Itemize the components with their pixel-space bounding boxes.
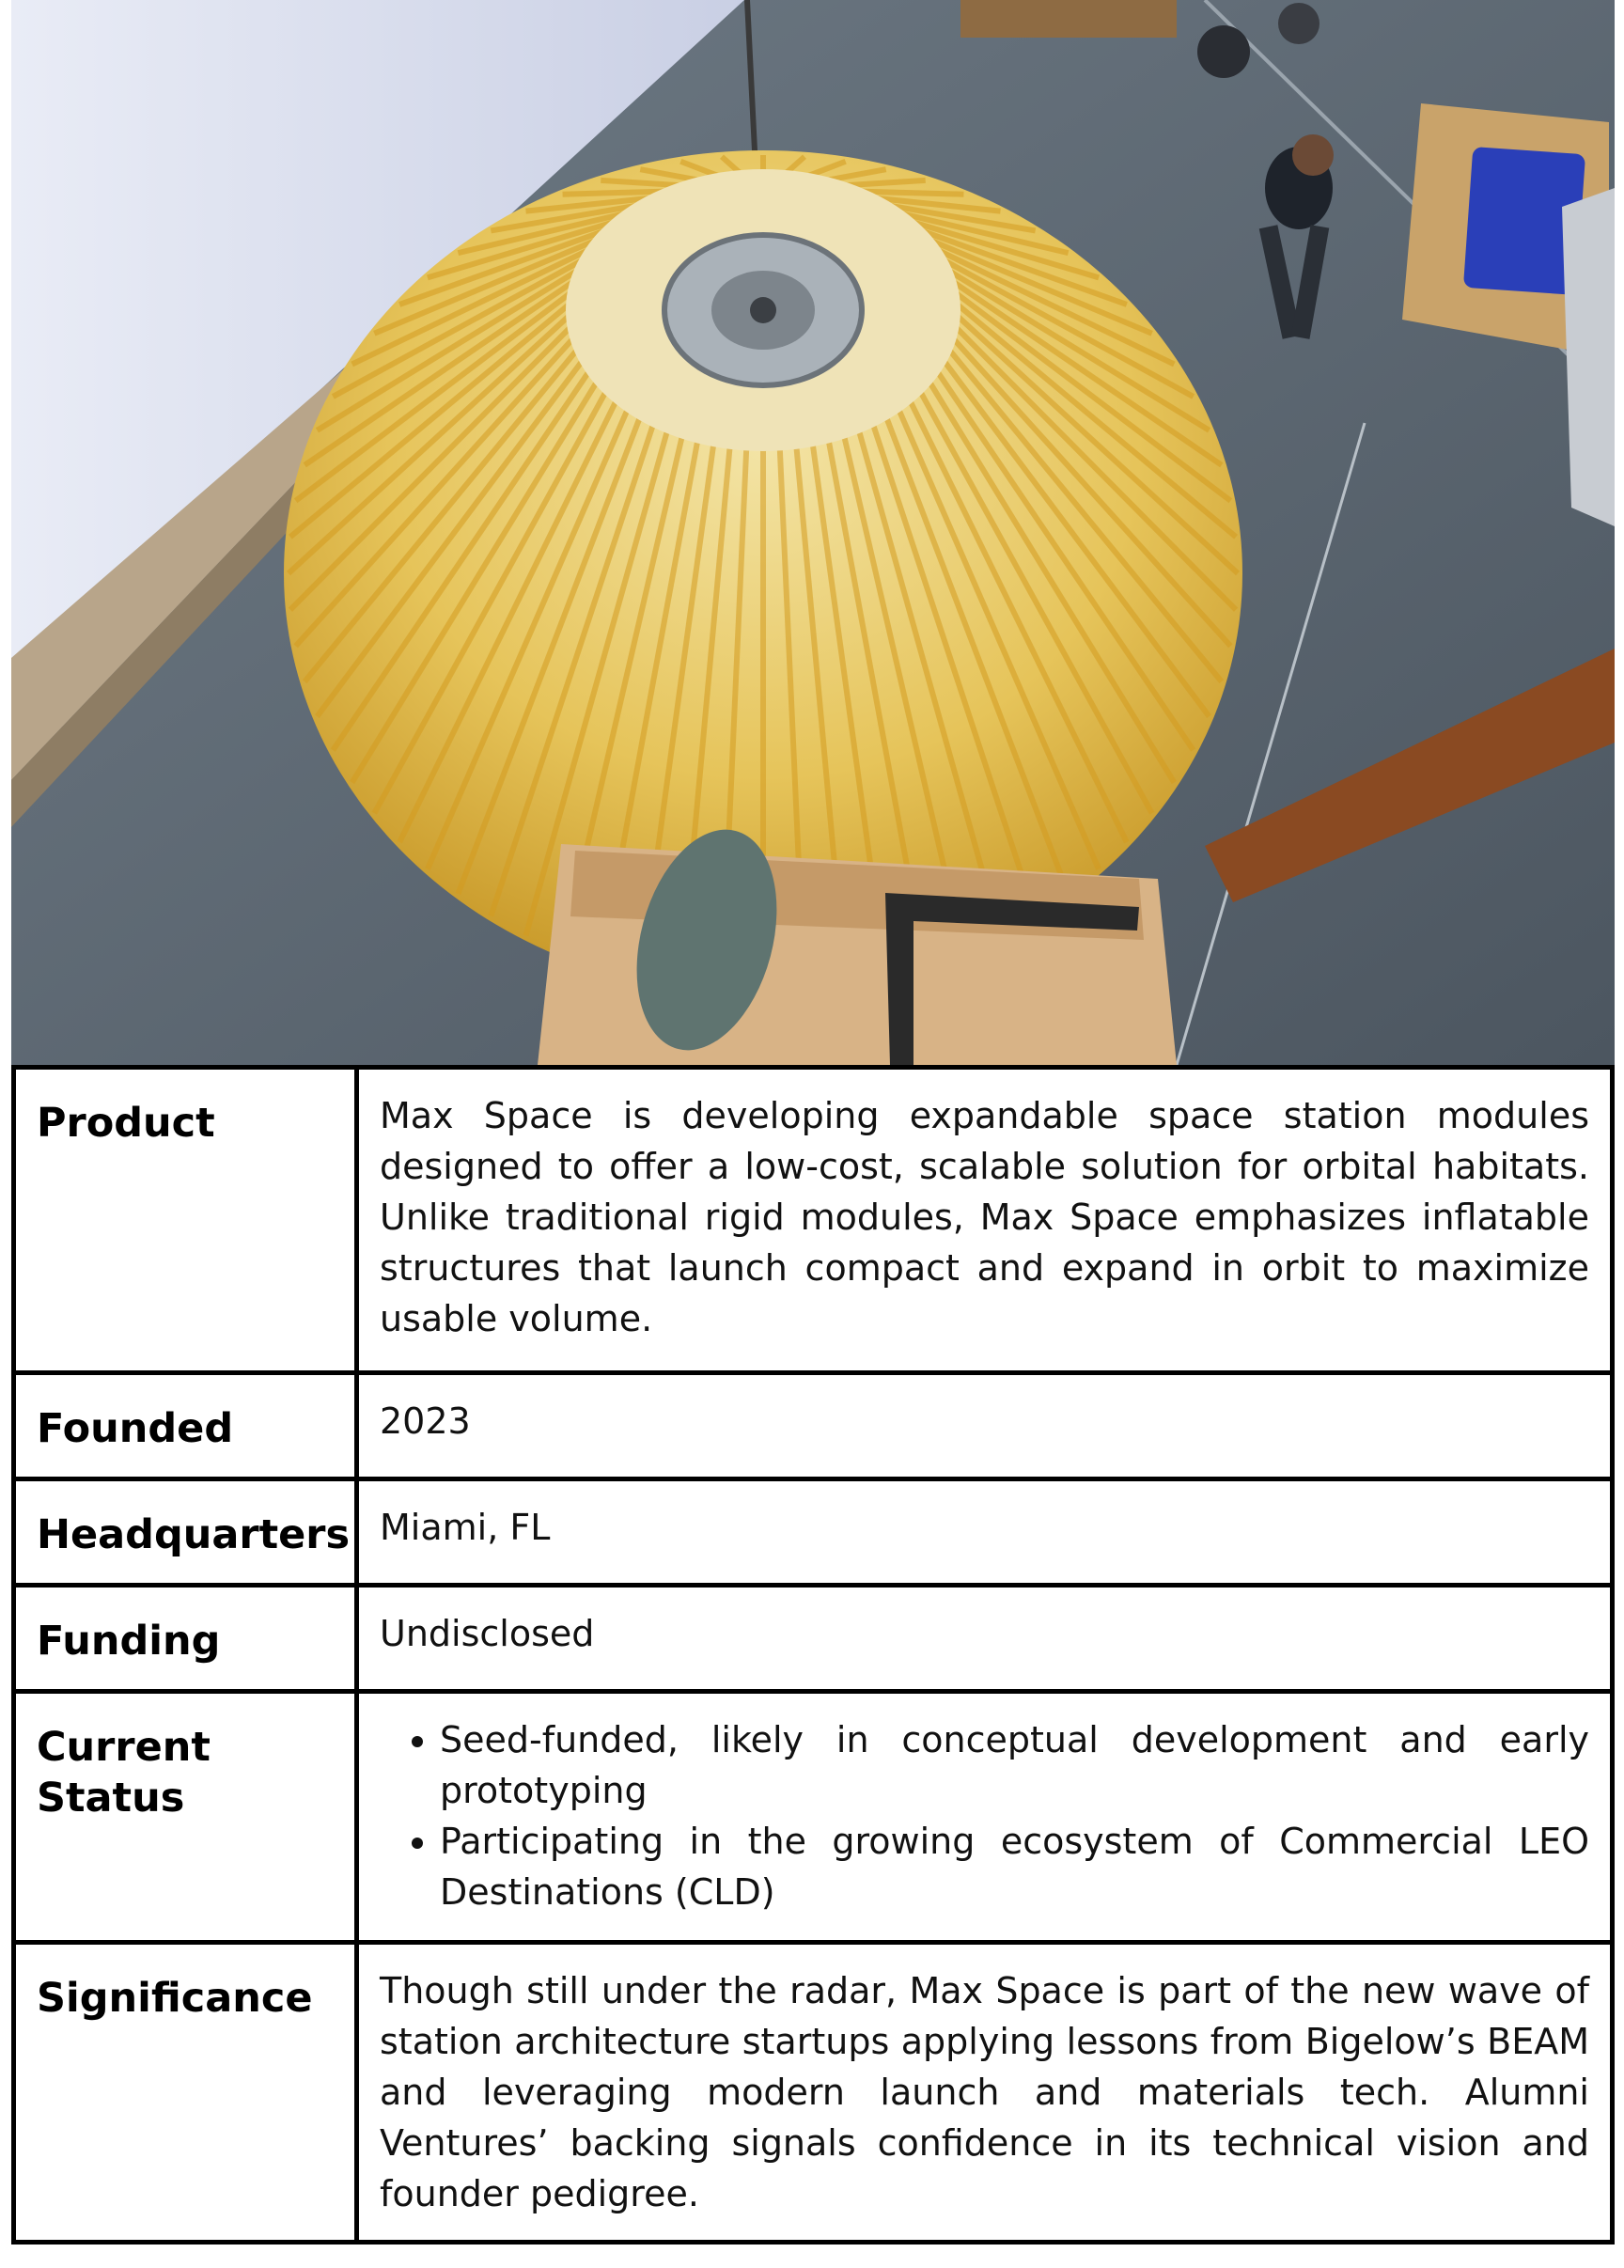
status-bullet-list <box>380 1714 1589 1917</box>
status-bullet: • Participating in the growing ecosystem of Commercial LEO Destinations (CLD) <box>440 1816 1589 1917</box>
status-bullet: • Seed-funded, likely in conceptual development and early prototyping <box>440 1714 1589 1816</box>
company-info-table <box>11 1065 1615 2245</box>
row-founded <box>14 1373 1613 1479</box>
value-current-status <box>359 1694 1610 1938</box>
label-founded: Founded <box>37 1405 234 1452</box>
label-funding: Funding <box>37 1618 221 1665</box>
label-product: Product <box>37 1100 215 1147</box>
row-headquarters <box>14 1479 1613 1586</box>
row-product <box>14 1068 1613 1373</box>
value-significance: Though still under the radar, Max Space is part of the new wave of station architecture startups applying lessons from Bigelow’s BEAM and leveraging modern launch and materials tech. Alumni Ventures’ backing signals confidence in its technical vision and founder pedigree. <box>380 1970 1589 2214</box>
value-headquarters: Miami, FL <box>380 1507 551 1548</box>
value-product: Max Space is developing expandable space station modules designed to offer a low-cost, scalable solution for orbital habitats. Unlike traditional rigid modules, Max Space emphasizes inflatable structures that launch compact and expand in orbit to maximize usable volume. <box>380 1095 1589 1339</box>
row-funding <box>14 1586 1613 1692</box>
row-current-status <box>14 1692 1613 1943</box>
label-current-status: Current Status <box>37 1724 211 1822</box>
row-significance <box>14 1943 1613 2243</box>
habitat-photo <box>11 0 1615 1065</box>
value-founded: 2023 <box>380 1400 471 1442</box>
label-headquarters: Headquarters <box>37 1511 351 1558</box>
value-funding: Undisclosed <box>380 1613 595 1654</box>
label-significance: Significance <box>37 1975 313 2022</box>
